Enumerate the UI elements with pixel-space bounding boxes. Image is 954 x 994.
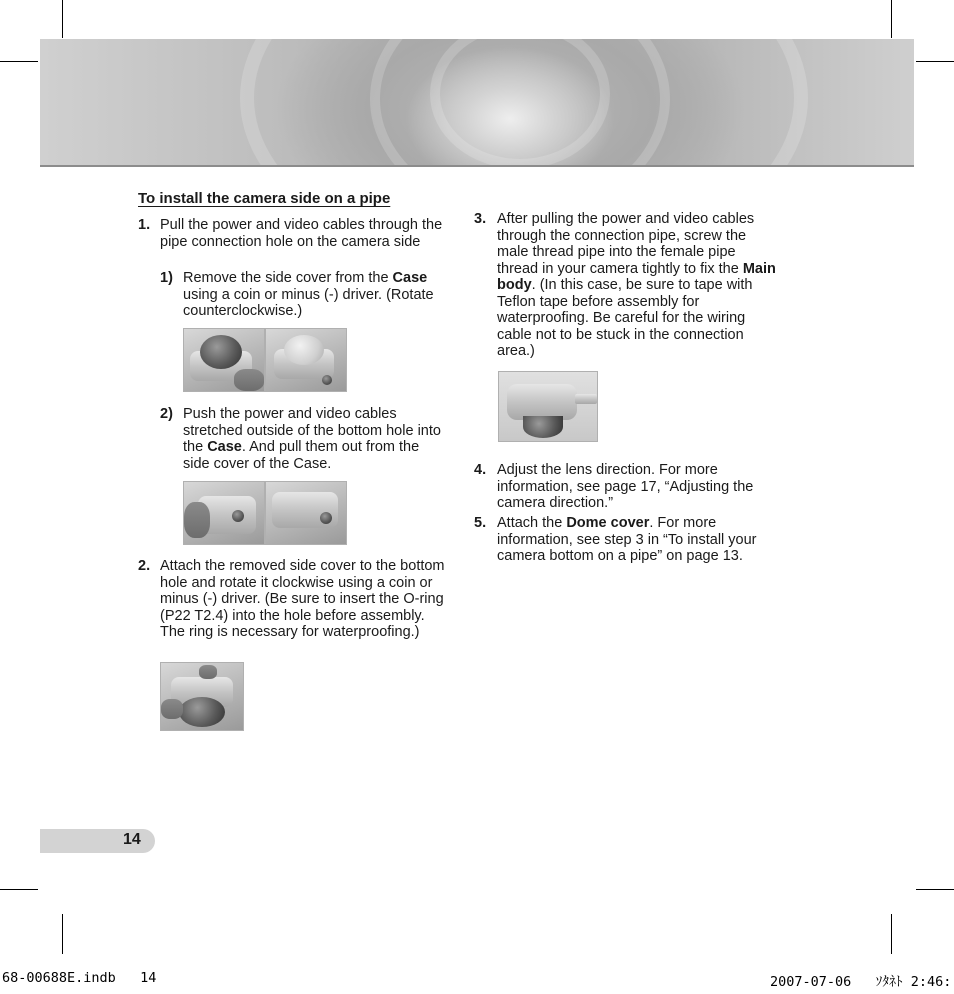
footer-file-info: 68-00688E.indb 14 [2,970,157,986]
crop-mark [62,0,63,38]
crop-mark [0,61,38,62]
photo-attach-side-cover [160,662,244,731]
crop-mark [916,61,954,62]
photo-remove-side-cover [183,328,265,392]
step-number: 2. [138,558,151,574]
step-number: 5. [474,515,487,531]
photo-pull-cables [265,481,347,545]
substep-text: Remove the side cover from the Case using a coin or minus (-) driver. (Rotate counterclockwise.) [183,270,434,319]
page-number: 14 [123,831,141,848]
photo-screw-pipe [498,371,598,442]
crop-mark [891,0,892,38]
step-text: Attach the Dome cover. For more information, see step 3 in “To install your camera bottom on a pipe” on page 13. [497,515,757,564]
step-number: 4. [474,462,487,478]
substep-number: 1) [160,270,173,286]
crop-mark [62,914,63,954]
crop-mark [916,889,954,890]
crop-mark [0,889,38,890]
step-text: Attach the removed side cover to the bottom hole and rotate it clockwise using a coin or minus (-) driver. (Be sure to insert the O-ring (P22 T2.4) into the hole before assembly. The ring is necessary for waterproofing.) [160,558,445,640]
step-text: After pulling the power and video cables through the connection pipe, screw the male thread pipe into the female pipe thread in your camera tightly to fix the Main body. (In this case, be sure to tape with Teflon tape before assembly for waterproofing. Be careful for the wiring cable not to be stuck in the connection area.) [497,211,776,359]
step-text: Pull the power and video cables through the pipe connection hole on the camera side [160,217,443,250]
section-title: To install the camera side on a pipe [138,190,391,207]
step-text: Adjust the lens direction. For more information, see page 17, “Adjusting the camera direction.” [497,462,754,511]
step-number: 1. [138,217,151,233]
substep-number: 2) [160,406,173,422]
crop-mark [891,914,892,954]
photo-push-cables [183,481,265,545]
photo-side-cover-removed [265,328,347,392]
footer-timestamp: 2007-07-06 ｿﾀﾈﾄ 2:46: [770,974,952,990]
substep-text: Push the power and video cables stretched outside of the bottom hole into the Case. And pull them out from the side cover of the Case. [183,406,441,472]
header-banner-image [40,39,914,167]
step-number: 3. [474,211,487,227]
